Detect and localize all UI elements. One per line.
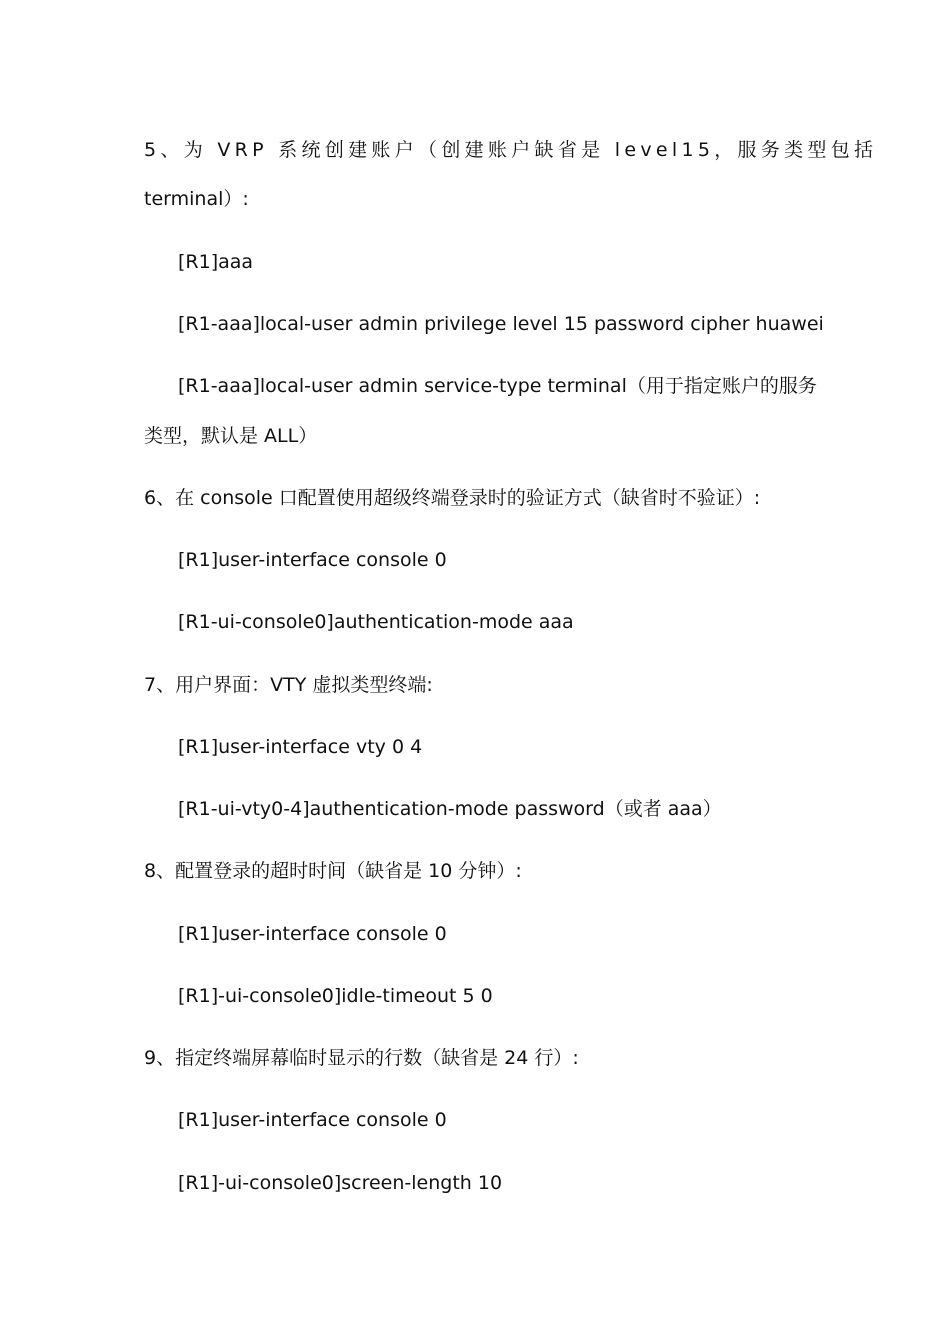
section-5-command-aaa: [R1]aaa — [178, 251, 254, 273]
section-6-heading: 6、在 console 口配置使用超级终端登录时的验证方式（缺省时不验证）: — [144, 487, 761, 509]
section-5-command-local-user-privilege: [R1-aaa]local-user admin privilege level 15 password cipher huawei — [178, 313, 824, 335]
section-5-command-service-type-line-2: 类型，默认是 ALL） — [144, 425, 318, 447]
section-5-heading-line-2: terminal）: — [144, 188, 249, 210]
section-8-heading: 8、配置登录的超时时间（缺省是 10 分钟）: — [144, 860, 522, 882]
section-8-command-idle-timeout: [R1]-ui-console0]idle-timeout 5 0 — [178, 985, 493, 1007]
section-9-command-user-interface: [R1]user-interface console 0 — [178, 1109, 447, 1131]
section-9-command-screen-length: [R1]-ui-console0]screen-length 10 — [178, 1172, 503, 1194]
section-7-heading: 7、用户界面：VTY 虚拟类型终端: — [144, 674, 433, 696]
section-7-command-user-interface-vty: [R1]user-interface vty 0 4 — [178, 736, 423, 758]
section-6-command-user-interface: [R1]user-interface console 0 — [178, 549, 447, 571]
section-6-command-authentication-mode: [R1-ui-console0]authentication-mode aaa — [178, 611, 574, 633]
section-7-command-authentication-mode: [R1-ui-vty0-4]authentication-mode password（或者 aaa） — [178, 798, 722, 820]
section-9-heading: 9、指定终端屏幕临时显示的行数（缺省是 24 行）: — [144, 1047, 579, 1069]
section-5-command-service-type-line-1: [R1-aaa]local-user admin service-type terminal（用于指定账户的服务 — [178, 375, 817, 397]
section-5-heading-line-1: 5、为 VRP 系统创建账户（创建账户缺省是 level15，服务类型包括 — [144, 139, 878, 161]
section-8-command-user-interface: [R1]user-interface console 0 — [178, 923, 447, 945]
